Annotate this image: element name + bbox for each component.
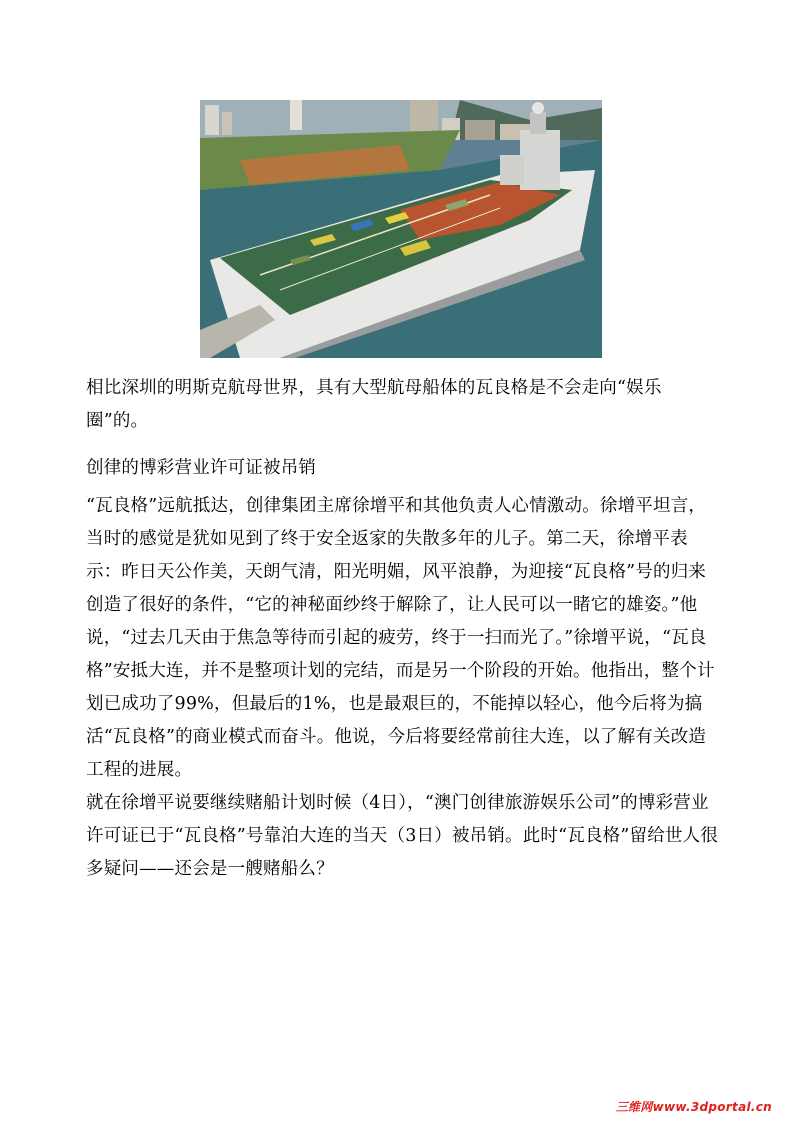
heading-text: 创律的博彩营业许可证被吊销 [86,458,317,478]
body-paragraph-1: “瓦良格”远航抵达，创律集团主席徐增平和其他负责人心情激动。徐增平坦言，当时的感觉是犹如见到了终于安全返家的失散多年的儿子。第二天，徐增平表示：昨日天公作美，天朗气清，阳光明媚，风平浪静，为迎接“瓦良格”号的归来创造了很好的条件，“它的神秘面纱终于解除了，让人民可以一睹它的雄姿。”他说，“过去几天由于焦急等待而引起的疲劳，终于一扫而光了。”徐增平说，“瓦良格”安抵大连，并不是整项计划的完结，而是另一个阶段的开始。他指出，整个计划已成功了99%，但最后的1%，也是最艰巨的，不能掉以轻心，他今后将为搞活“瓦良格”的商业模式而奋斗。他说，今后将要经常前往大连，以了解有关改造工程的进展。 [86,496,715,780]
lead-text: 相比深圳的明斯克航母世界，具有大型航母船体的瓦良格是不会走向“娱乐圈”的。 [86,378,662,431]
section-heading [86,452,722,485]
body-paragraphs [86,490,722,886]
site-watermark-link[interactable]: 三维网www.3dportal.cn [615,1100,772,1114]
body-paragraph-2: 就在徐增平说要继续赌船计划时候（4日），“澳门创律旅游娱乐公司”的博彩营业许可证已于“瓦良格”号靠泊大连的当天（3日）被吊销。此时“瓦良格”留给世人很多疑问——还会是一艘赌船么？ [86,793,719,879]
lead-paragraph [86,372,722,438]
aircraft-carrier-photo [200,100,602,358]
